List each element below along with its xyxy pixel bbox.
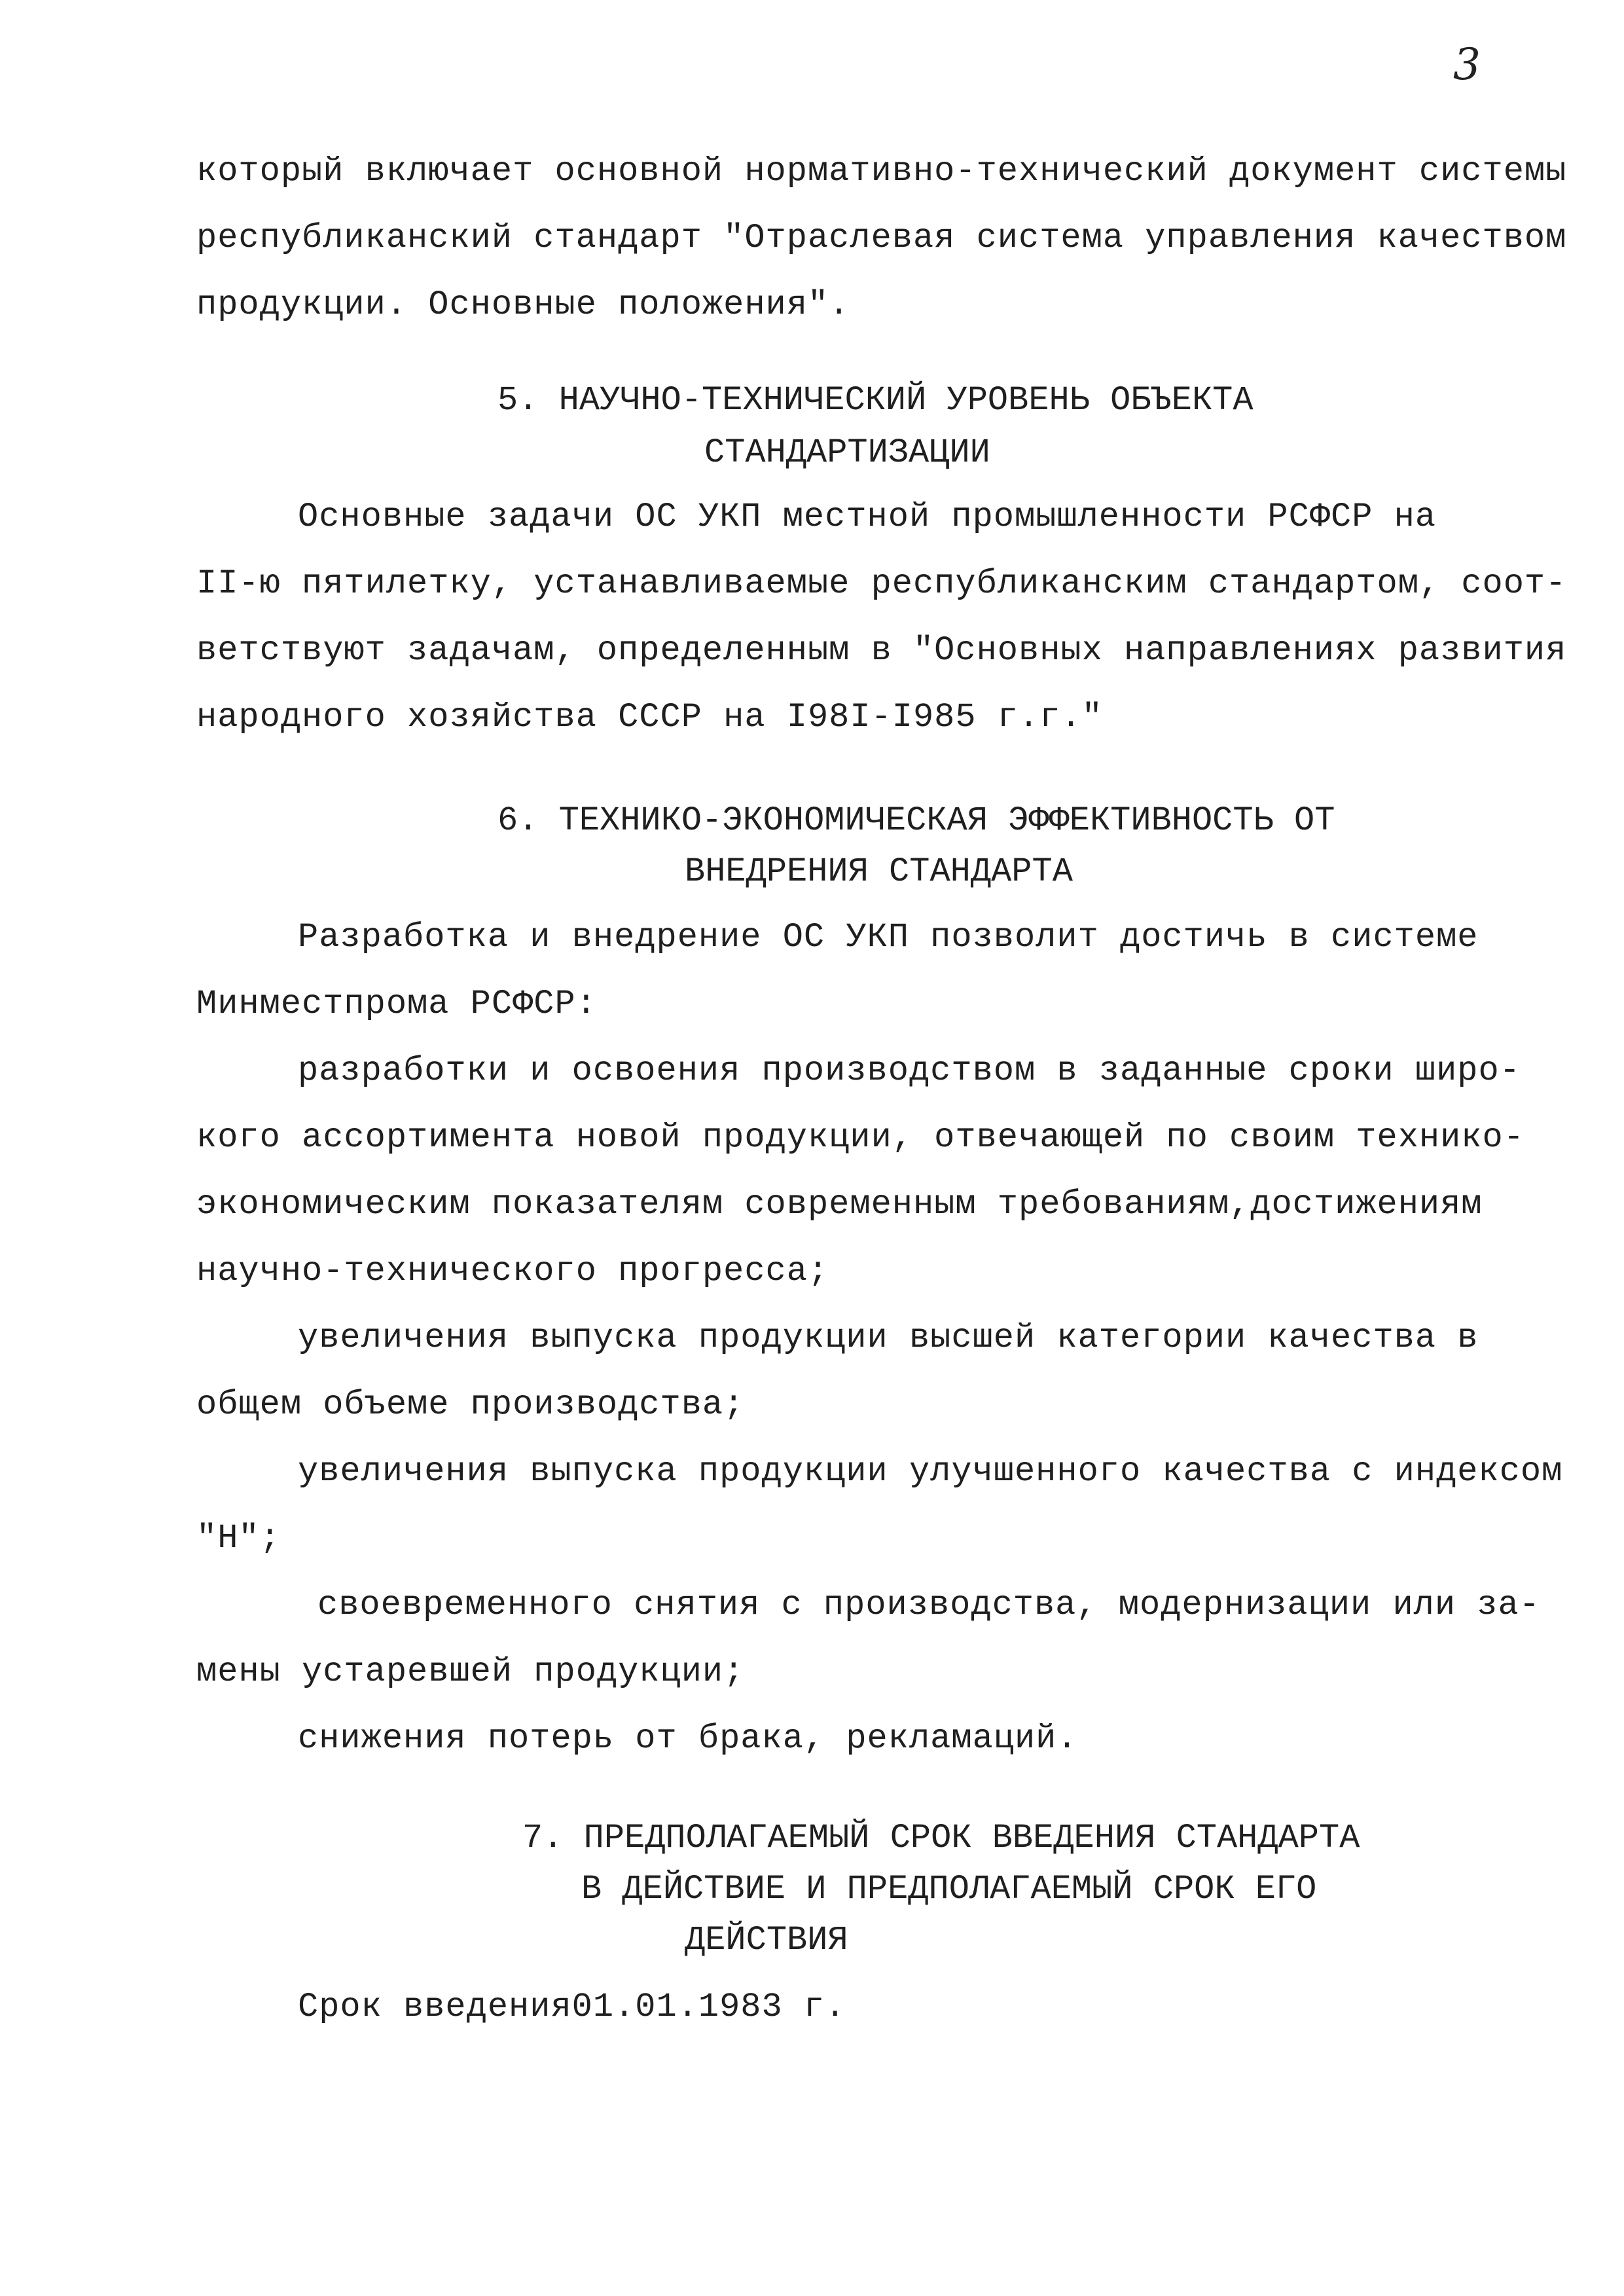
section-7-heading-line: 7. ПРЕДПОЛАГАЕМЫЙ СРОК ВВЕДЕНИЯ СТАНДАРТА [522,1819,1360,1857]
list-item-line: снижения потерь от брака, рекламаций. [298,1719,1078,1758]
list-item-line: "Н"; [196,1519,281,1558]
list-item-line: экономическим показателям современным требованиям,достижениям [196,1185,1483,1224]
list-item-line: общем объеме производства; [196,1385,745,1424]
list-item-line: своевременного снятия с производства, модернизации или за- [317,1586,1540,1624]
list-item-line: увеличения выпуска продукции высшей категории качества в [298,1319,1479,1357]
text-line: продукции. Основные положения". [196,285,850,324]
list-item-line: разработки и освоения производством в заданные сроки широ- [298,1051,1521,1090]
section-6-heading-line: 6. ТЕХНИКО-ЭКОНОМИЧЕСКАЯ ЭФФЕКТИВНОСТЬ ОТ [497,801,1335,840]
section-6-heading-line: ВНЕДРЕНИЯ СТАНДАРТА [685,852,1073,891]
text-line: Основные задачи ОС УКП местной промышленности РСФСР на [298,498,1437,536]
text-line: ветствуют задачам, определенным в "Основных направлениях развития [196,631,1567,670]
page-number: 3 [1453,39,1481,90]
section-5-heading-line: СТАНДАРТИЗАЦИИ [704,433,990,472]
text-line: II-ю пятилетку, устанавливаемые республиканским стандартом, соот- [196,564,1567,603]
list-item-line: увеличения выпуска продукции улучшенного качества с индексом [298,1452,1563,1491]
section-7-heading-line: ДЕЙСТВИЯ [685,1921,848,1959]
text-line: Минместпрома РСФСР: [196,985,597,1023]
text-line: Разработка и внедрение ОС УКП позволит достичь в системе [298,918,1479,957]
list-item-line: мены устаревшей продукции; [196,1652,745,1691]
section-5-heading-line: 5. НАУЧНО-ТЕХНИЧЕСКИЙ УРОВЕНЬ ОБЪЕКТА [497,381,1254,420]
section-7-heading-line: В ДЕЙСТВИЕ И ПРЕДПОЛАГАЕМЫЙ СРОК ЕГО [581,1870,1317,1908]
text-line: который включает основной нормативно-технический документ системы [196,152,1567,191]
list-item-line: научно-технического прогресса; [196,1252,829,1290]
list-item-line: кого ассортимента новой продукции, отвечающей по своим технико- [196,1118,1525,1157]
text-line: республиканский стандарт "Отраслевая система управления качеством [196,219,1567,257]
text-line: народного хозяйства СССР на I98I-I985 г.г." [196,698,1103,737]
text-line: Срок введения01.01.1983 г. [298,1988,846,2026]
